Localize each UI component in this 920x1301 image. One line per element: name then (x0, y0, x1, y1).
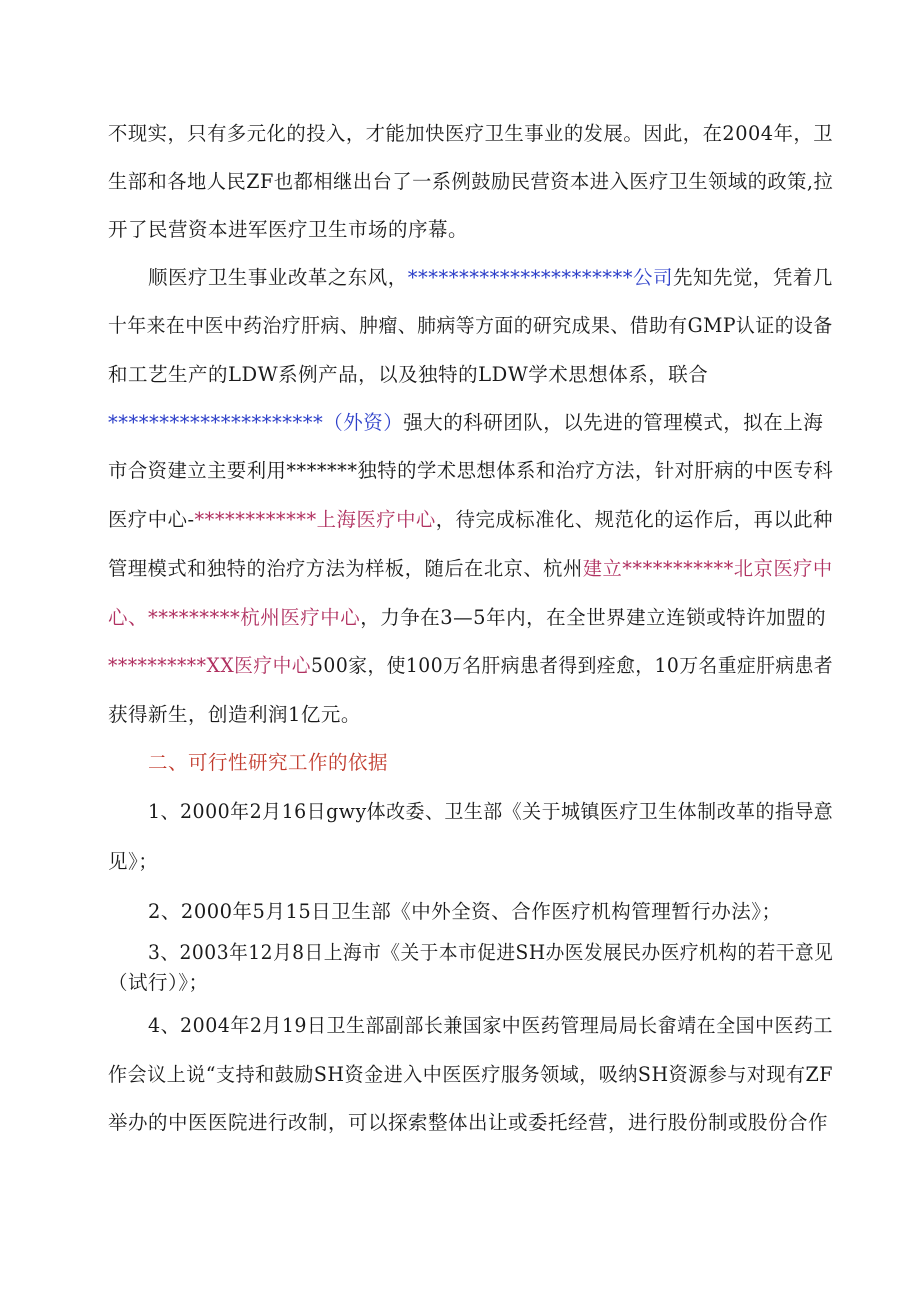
item1-line1: 1、2000年2月16日gwy体改委、卫生部《关于城镇医疗卫生体制改革的指导意 (148, 800, 834, 823)
item4-line1: 4、2004年2月19日卫生部副部长兼国家中医药管理局局长畲靖在全国中医药工 (148, 1014, 833, 1037)
para2-text: 顺医疗卫生事业改革之东风， (148, 266, 408, 289)
para2-line2: 十年来在中医中药治疗肝病、肿瘤、肺病等方面的研究成果、借助有GMP认证的设备 (108, 314, 833, 337)
shanghai-center-highlight: ************上海医疗中心 (194, 508, 436, 531)
foreign-partner-highlight: *********************（外资） (108, 411, 404, 434)
item3-line2: （试行）》； (108, 971, 209, 994)
item2-line1: 2、2000年5月15日卫生部《中外全资、合作医疗机构管理暂行办法》； (148, 900, 782, 923)
para2-line7 (108, 557, 833, 580)
para2-line4 (108, 413, 833, 433)
para2-text: 500家，使100万名肝病患者得到痊愈，10万名重症肝病患者 (311, 654, 834, 677)
item4-line3: 举办的中医医院进行改制，可以探索整体出让或委托经营，进行股份制或股份合作 (108, 1111, 829, 1134)
para1-line1: 不现实，只有多元化的投入，才能加快医疗卫生事业的发展。因此，在2004年，卫 (108, 122, 834, 145)
para2-line8 (108, 608, 833, 628)
hangzhou-center-highlight: 心、*********杭州医疗中心 (108, 606, 361, 629)
company-name-highlight: **********************公司 (407, 266, 674, 289)
para2-line6 (108, 508, 834, 531)
section-heading: 二、可行性研究工作的依据 (148, 751, 389, 774)
para1-line2: 生部和各地人民ZF也都相继出台了一系例鼓励民营资本进入医疗卫生领域的政策,拉 (108, 170, 834, 193)
xx-center-highlight: **********XX医疗中心 (108, 654, 312, 677)
para2-line1 (148, 268, 832, 288)
para2-text: 强大的科研团队，以先进的管理模式，拟在上海 (403, 411, 824, 434)
item4-line2: 作会议上说“支持和鼓励SH资金进入中医医疗服务领域，吸纳SH资源参与对现有ZF (108, 1063, 833, 1086)
para1-line3: 开了民营资本进军医疗卫生市场的序幕。 (108, 218, 469, 241)
item3-line1: 3、2003年12月8日上海市《关于本市促进SH办医发展民办医疗机构的若干意见 (148, 941, 834, 964)
para2-text: 先知先觉，凭着几 (673, 266, 833, 289)
para2-line3: 和工艺生产的LDW系例产品，以及独特的LDW学术思想体系，联合 (108, 363, 709, 386)
para2-line9 (108, 654, 834, 677)
para2-line10: 获得新生，创造利润1亿元。 (108, 703, 361, 726)
beijing-center-highlight: 建立***********北京医疗中 (582, 557, 833, 580)
para2-line5: 市合资建立主要利用*******独特的学术思想体系和治疗方法，针对肝病的中医专科 (108, 459, 834, 482)
para2-text: 管理模式和独特的治疗方法为样板，随后在北京、杭州 (108, 557, 583, 580)
para2-text: ，力争在3—5年内，在全世界建立连锁或特许加盟的 (360, 606, 827, 629)
para2-text: 医疗中心- (108, 508, 195, 531)
item1-line2: 见》； (108, 850, 159, 873)
para2-text: ，待完成标准化、规范化的运作后，再以此种 (435, 508, 834, 531)
